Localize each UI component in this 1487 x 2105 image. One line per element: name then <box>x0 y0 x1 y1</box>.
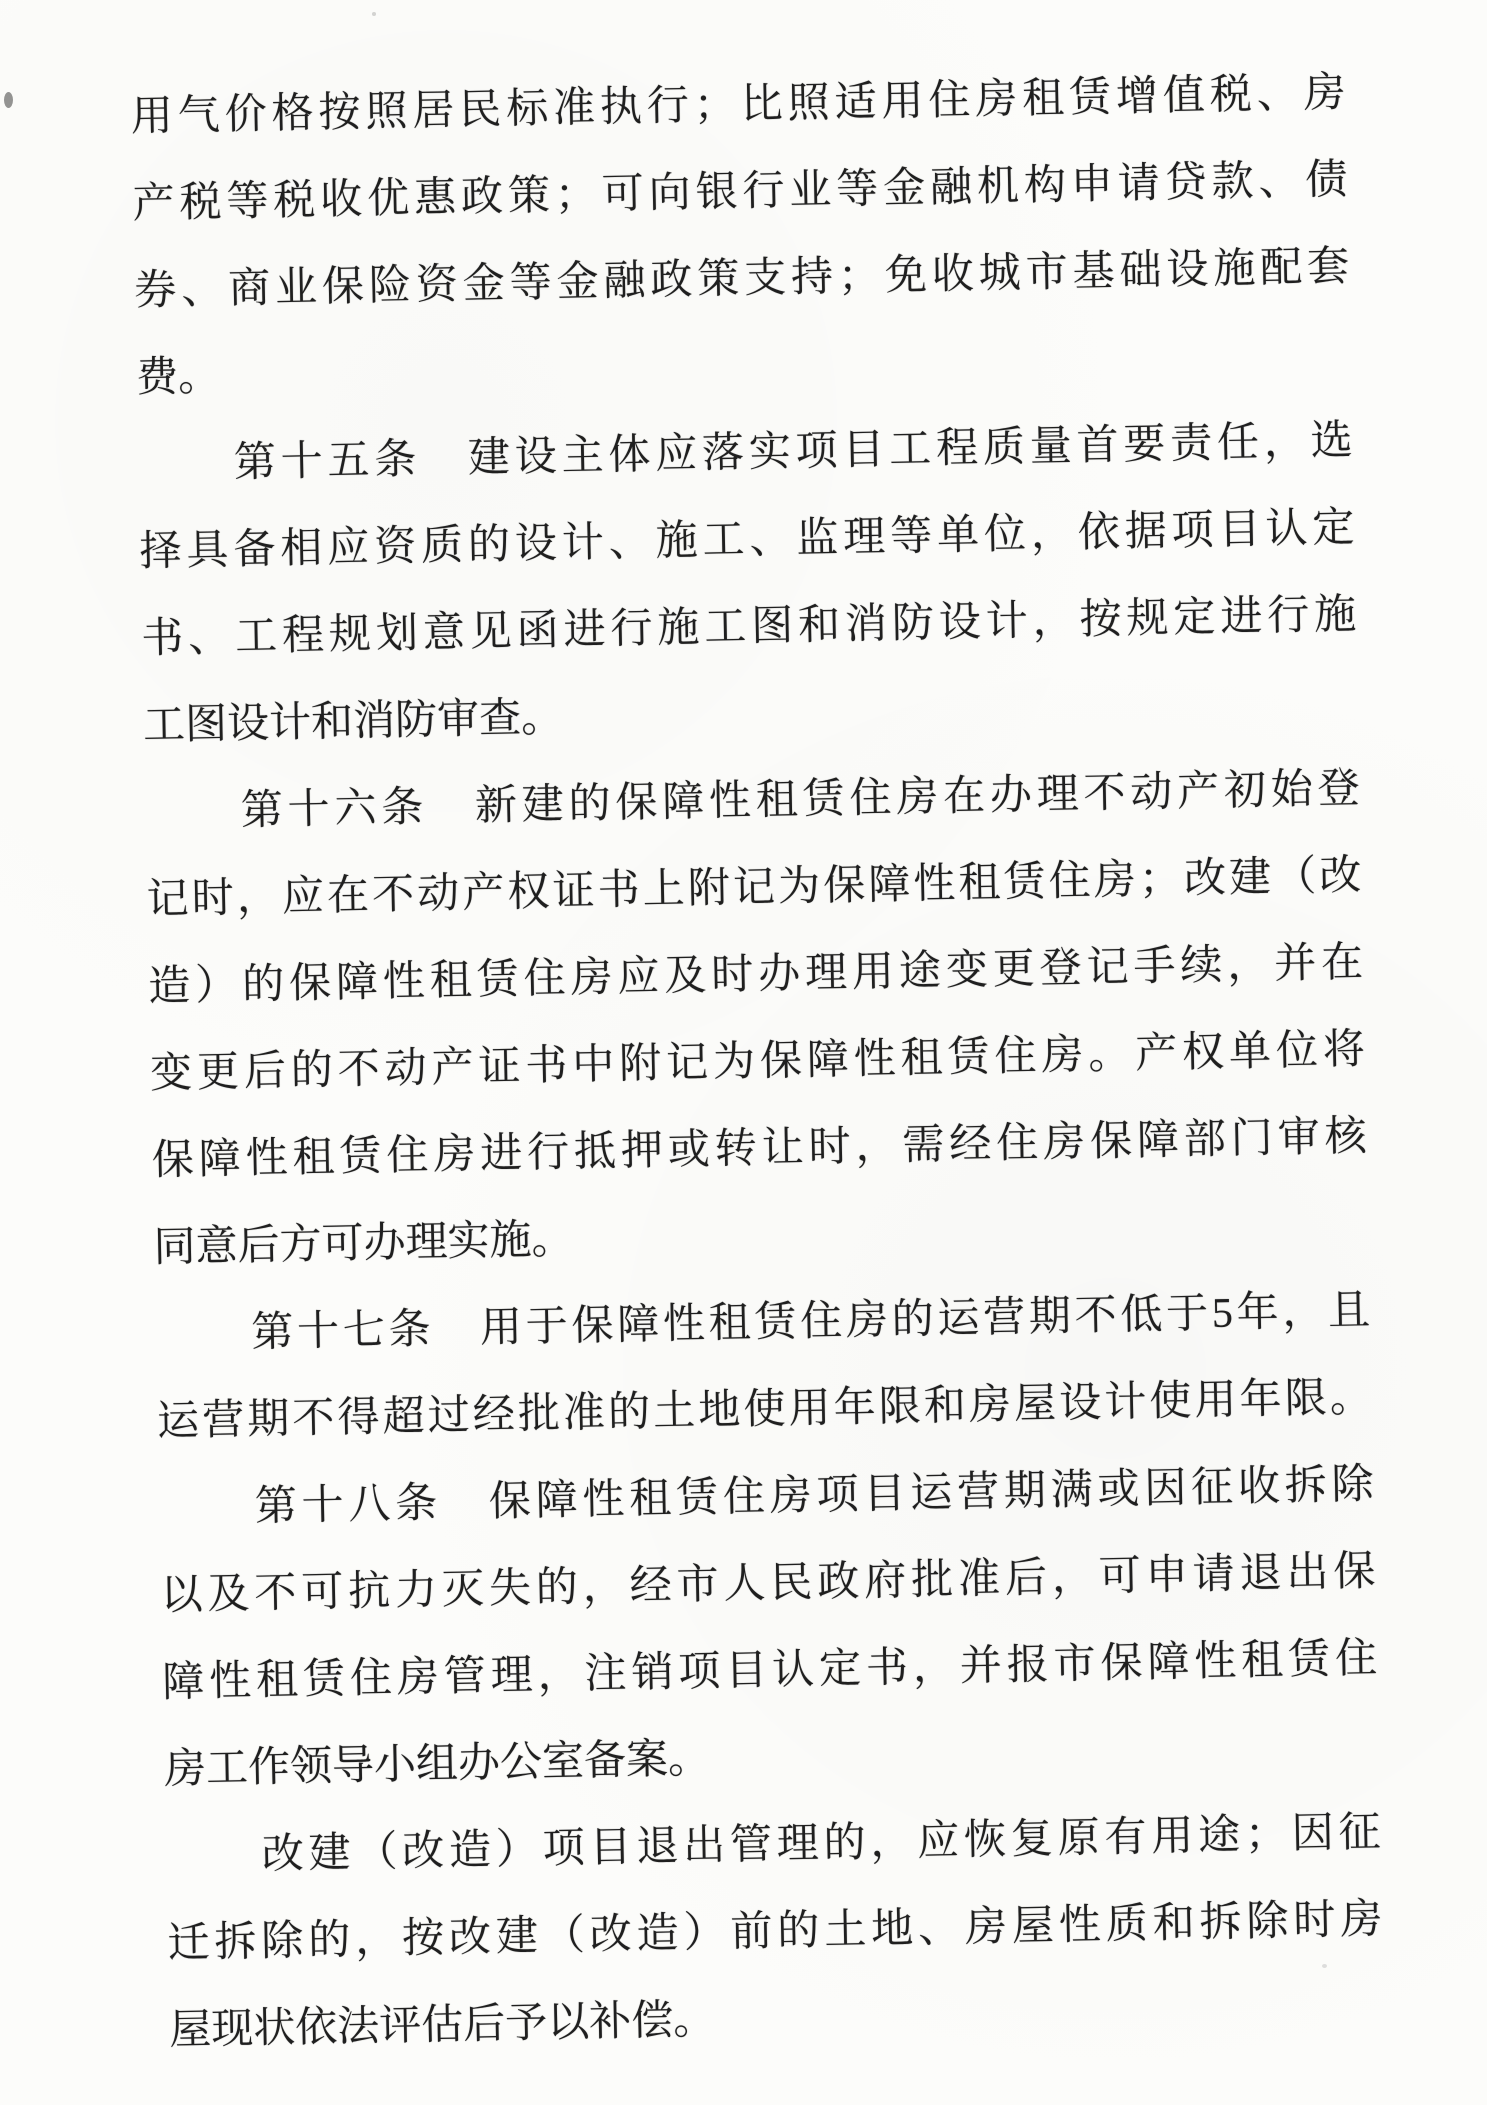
text-line: 障性租赁住房管理，注销项目认定书，并报市保障性租赁住 <box>161 1635 1378 1707</box>
text-line: 保障性租赁住房进行抵押或转让时，需经住房保障部门审核 <box>151 1113 1368 1185</box>
text-block <box>130 50 1385 2075</box>
text-line-article-18: 第十八条 保障性租赁住房项目运营期满或因征收拆除 <box>254 1461 1375 1531</box>
scan-speck <box>4 92 13 108</box>
text-line-article-17: 第十七条 用于保障性租赁住房的运营期不低于5年，且 <box>250 1287 1371 1357</box>
text-line-article-16: 第十六条 新建的保障性租赁住房在办理不动产初始登 <box>240 765 1361 835</box>
text-line: 以及不可抗力灭失的，经市人民政府批准后，可申请退出保 <box>160 1548 1376 1620</box>
text-line: 房工作领导小组办公室备案。 <box>163 1736 711 1794</box>
text-line: 费。 <box>135 353 221 402</box>
text-line: 记时，应在不动产权证书上附记为保障性租赁住房；改建（改 <box>146 852 1362 924</box>
text-line: 同意后方可办理实施。 <box>153 1216 574 1272</box>
text-line: 运营期不得超过经批准的土地使用年限和房屋设计使用年限。 <box>156 1374 1373 1446</box>
text-line-article-15: 第十五条 建设主体应落实项目工程质量首要责任，选 <box>233 417 1354 487</box>
text-line: 屋现状依法评估后予以补偿。 <box>168 1997 716 2054</box>
text-line: 用气价格按照居民标准执行；比照适用住房租赁增值税、房 <box>130 70 1347 141</box>
scan-speck <box>372 12 376 16</box>
text-line: 造）的保障性租赁住房应及时办理用途变更登记手续，并在 <box>147 939 1364 1011</box>
text-line: 改建（改造）项目退出管理的，应恢复原有用途；因征 <box>261 1809 1382 1879</box>
text-line: 券、商业保险资金等金融政策支持；免收城市基础设施配套 <box>133 243 1350 315</box>
text-line: 产税等税收优惠政策；可向银行业等金融机构申请贷款、债 <box>132 156 1348 228</box>
text-line: 择具备相应资质的设计、施工、监理等单位，依据项目认定 <box>139 504 1355 576</box>
text-line: 工图设计和消防审查。 <box>142 694 564 750</box>
text-line: 迁拆除的，按改建（改造）前的土地、房屋性质和拆除时房 <box>167 1896 1383 1968</box>
text-line: 变更后的不动产证书中附记为保障性租赁住房。产权单位将 <box>149 1026 1366 1098</box>
text-line: 书、工程规划意见函进行施工图和消防设计，按规定进行施 <box>140 591 1357 663</box>
